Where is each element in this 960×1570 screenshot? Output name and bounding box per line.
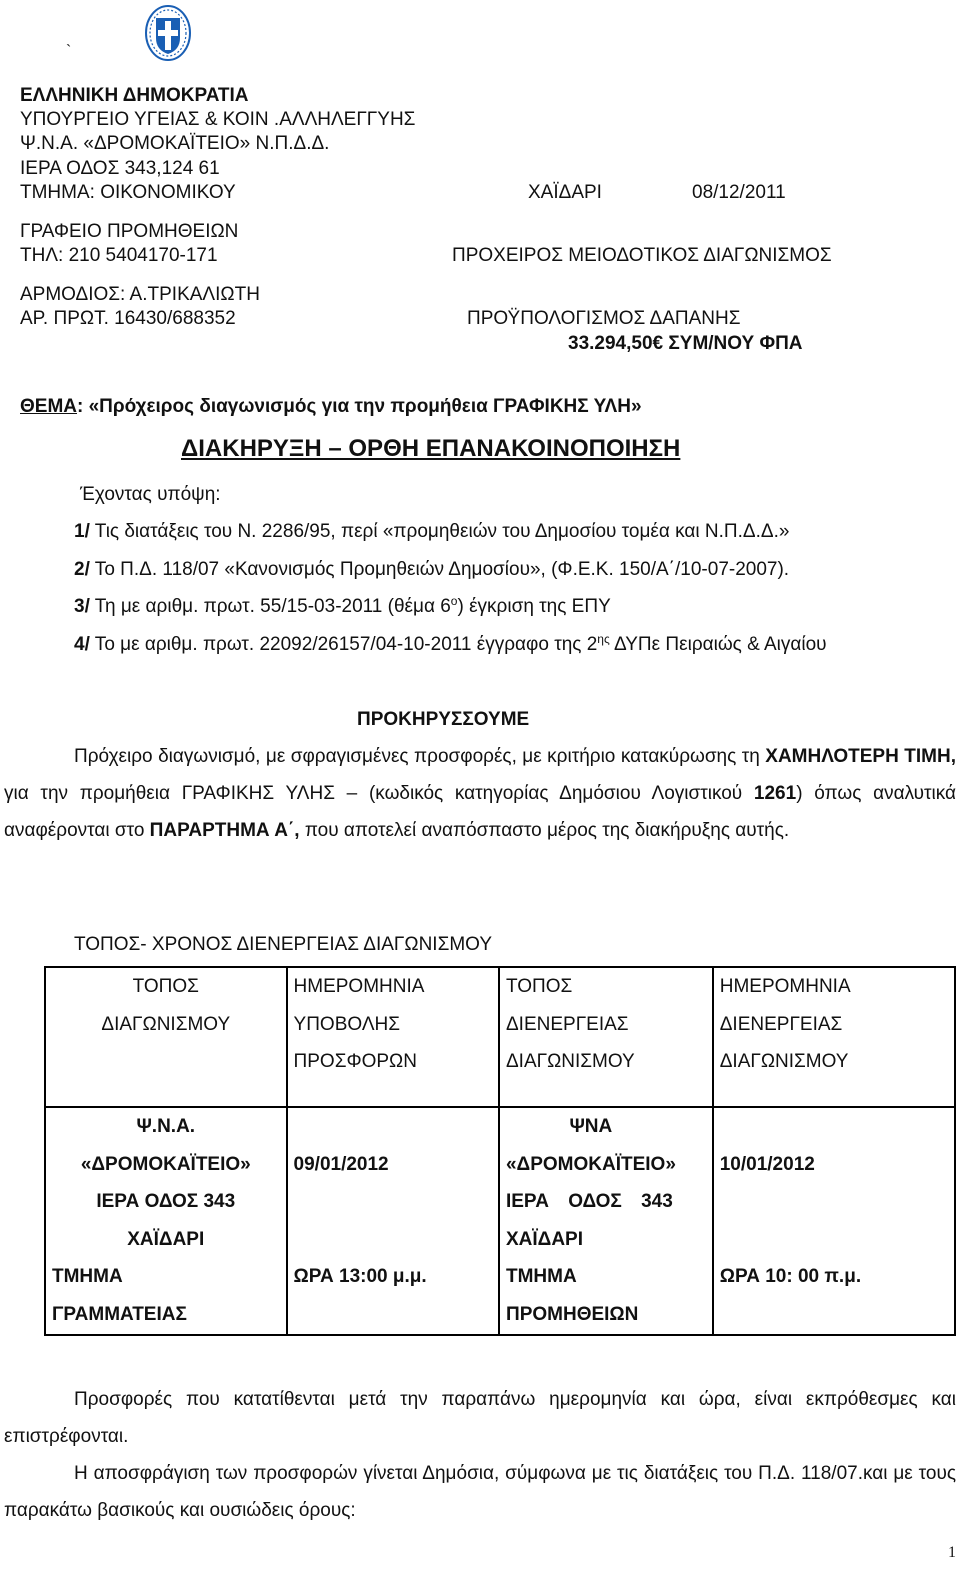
table-cell-tender-place [45,1107,287,1335]
header-office: ΓΡΑΦΕΙΟ ΠΡΟΜΗΘΕΙΩΝ [20,221,239,242]
table-header-cell [287,967,499,1107]
paragraph-text: Πρόχειρο διαγωνισμό, με σφραγισμένες προσφορές, με κριτήριο κατακύρωσης τη [74,746,766,767]
list-item [74,595,611,619]
cell-line: ΗΜΕΡΟΜΗΝΙΑ [293,976,425,997]
page-title: ΔΙΑΚΗΡΥΞΗ – ΟΡΘΗ ΕΠΑΝΑΚΟΙΝΟΠΟΙΗΣΗ [181,435,681,462]
schedule-title: ΤΟΠΟΣ- ΧΡΟΝΟΣ ΔΙΕΝΕΡΓΕΙΑΣ ΔΙΑΓΩΝΙΣΜΟΥ [74,934,492,955]
list-item-number: 1/ [74,521,90,542]
cell-line: ΤΜΗΜΑ [505,1266,577,1288]
cell-line: ΤΜΗΜΑ [52,1266,123,1288]
header-phone: ΤΗΛ: 210 5404170-171 [20,245,218,266]
cell-line: ΠΡΟΜΗΘΕΙΩΝ [505,1303,639,1325]
table-header-row [45,967,955,1107]
tender-type: ΠΡΟΧΕΙΡΟΣ ΜΕΙΟΔΟΤΙΚΟΣ ΔΙΑΓΩΝΙΣΜΟΣ [452,245,832,266]
greek-emblem-icon [144,4,192,62]
announce-heading: ΠΡΟΚΗΡΥΣΣΟΥΜΕ [357,709,530,730]
paragraph-text: ) όπως αναλυτικά αναφέρονται στο [4,783,956,841]
list-item-text: Το με αριθμ. πρωτ. 22092/26157/04-10-2011 έγγραφο της 2 [89,634,598,655]
budget-label: ΠΡΟΫΠΟΛΟΓΙΣΜΟΣ ΔΑΠΑΝΗΣ [467,308,741,329]
budget-value: 33.294,50€ ΣΥΜ/ΝΟΥ ΦΠΑ [568,333,803,354]
cell-line: 10/01/2012 [719,1153,815,1175]
list-item-text: Τη με αριθμ. πρωτ. 55/15-03-2011 (θέμα 6 [89,596,451,617]
header-country: ΕΛΛΗΝΙΚΗ ΔΗΜΟΚΡΑΤΙΑ [20,85,249,106]
cell-line [720,1183,948,1221]
header-department: ΤΜΗΜΑ: ΟΙΚΟΝΟΜΙΚΟΥ [20,182,236,203]
header-responsible: ΑΡΜΟΔΙΟΣ: Α.ΤΡΙΚΑΛΙΩΤΗ [20,284,260,305]
header-address: ΙΕΡΑ ΟΔΟΣ 343,124 61 [20,158,220,179]
cell-line: ΤΟΠΟΣ [505,976,573,997]
cell-line: 09/01/2012 [293,1153,389,1175]
page-number: 1 [948,1544,956,1561]
cell-line: ΨΝΑ [569,1116,613,1137]
table-header-cell [713,967,955,1107]
cell-line: ΠΡΟΣΦΟΡΩΝ [293,1051,417,1073]
schedule-table [44,966,956,1336]
cell-line: ΧΑΪΔΑΡΙ [505,1228,583,1250]
table-header-cell [45,967,287,1107]
table-header-cell [499,967,713,1107]
main-paragraph [4,738,956,849]
header-place: ΧΑΪΔΑΡΙ [528,182,602,203]
header-hospital: Ψ.Ν.Α. «ΔΡΟΜΟΚΑΪΤΕΙΟ» Ν.Π.Δ.Δ. [20,133,330,154]
cell-line: ΥΠΟΒΟΛΗΣ [293,1013,400,1035]
cell-line [294,1183,492,1221]
subject-line [20,395,642,419]
cell-line: «ΔΡΟΜΟΚΑΪΤΕΙΟ» [505,1153,676,1175]
cell-line: ΧΑΪΔΑΡΙ [127,1228,205,1250]
cell-line: ΗΜΕΡΟΜΗΝΙΑ [719,976,851,997]
cell-line: ΔΙΕΝΕΡΓΕΙΑΣ [719,1013,843,1035]
paragraph-text: που αποτελεί αναπόσπαστο μέρος της διακήρυξης αυτής. [299,820,790,841]
paragraph-text: Η αποσφράγιση των προσφορών γίνεται Δημόσια, σύμφωνα με τις διατάξεις του Π.Δ. 118/07.και με τους παρακάτω βασικούς και ουσιώδεις όρους: [4,1463,956,1521]
list-item-number: 4/ [74,634,90,655]
cell-line: ΔΙΑΓΩΝΙΣΜΟΥ [719,1051,849,1073]
header-protocol: ΑΡ. ΠΡΩΤ. 16430/688352 [20,308,236,329]
table-cell-conduct-date [713,1107,955,1335]
header-ministry: ΥΠΟΥΡΓΕΙΟ ΥΓΕΙΑΣ & ΚΟΙΝ .ΑΛΛΗΛΕΓΓΥΗΣ [20,109,416,130]
paragraph-bold: ΧΑΜΗΛΟΤΕΡΗ ΤΙΜΗ, [765,746,956,767]
list-item-text: Τις διατάξεις του Ν. 2286/95, περί «προμηθειών του Δημοσίου τομέα και Ν.Π.Δ.Δ.» [89,521,790,542]
considering-label: Έχοντας υπόψη: [80,484,221,505]
tick-mark: ` [66,43,72,60]
cell-line [720,1108,948,1146]
list-item-text-tail: ) έγκριση της ΕΠΥ [457,596,611,617]
cell-line: ΓΡΑΜΜΑΤΕΙΑΣ [52,1303,187,1325]
list-item-number: 2/ [74,559,90,580]
closing-paragraph-opening [4,1455,956,1529]
header-date: 08/12/2011 [692,182,786,203]
cell-line [294,1108,492,1146]
cell-line: ΔΙΕΝΕΡΓΕΙΑΣ [505,1013,629,1035]
cell-line: ΙΕΡΑ ΟΔΟΣ 343 [96,1191,236,1213]
list-item-superscript: ης [597,632,610,646]
subject-label: ΘΕΜΑ [20,396,77,417]
cell-line: ΙΕΡΑ ΟΔΟΣ 343 [505,1191,673,1213]
cell-line [294,1221,492,1259]
paragraph-bold: 1261 [753,783,797,804]
cell-line: ΔΙΑΓΩΝΙΣΜΟΥ [101,1013,231,1035]
subject-text: : «Πρόχειρος διαγωνισμός για την προμήθεια ΓΡΑΦΙΚΗΣ ΥΛΗ» [77,396,642,417]
list-item-text-tail: ΔΥΠε Πειραιώς & Αιγαίου [609,634,827,655]
table-cell-submission-date [287,1107,499,1335]
table-row [45,1107,955,1335]
list-item-text: Το Π.Δ. 118/07 «Κανονισμός Προμηθειών Δημοσίου», (Φ.Ε.Κ. 150/Α΄/10-07-2007). [89,559,790,580]
paragraph-bold: ΠΑΡΑΡΤΗΜΑ Α΄, [149,820,300,841]
cell-line: ΤΟΠΟΣ [132,976,199,997]
cell-line: ΩΡΑ 10: 00 π.μ. [719,1266,862,1288]
cell-line: «ΔΡΟΜΟΚΑΪΤΕΙΟ» [80,1153,251,1175]
cell-line [720,1221,948,1259]
cell-line: Ψ.Ν.Α. [136,1116,196,1137]
list-item-number: 3/ [74,596,90,617]
list-item [74,558,789,582]
paragraph-text: για την προμήθεια ΓΡΑΦΙΚΗΣ ΥΛΗΣ – (κωδικός κατηγορίας Δημόσιου Λογιστικού [4,783,754,804]
table-cell-conduct-place [499,1107,713,1335]
cell-line: ΩΡΑ 13:00 μ.μ. [293,1266,427,1288]
list-item [74,520,789,544]
list-item-superscript: ο [450,594,458,608]
list-item [74,633,827,657]
closing-paragraph-late-offers [4,1381,956,1455]
paragraph-text: Προσφορές που κατατίθενται μετά την παραπάνω ημερομηνία και ώρα, είναι εκπρόθεσμες και επιστρέφονται. [4,1389,956,1447]
cell-line: ΔΙΑΓΩΝΙΣΜΟΥ [505,1051,635,1073]
